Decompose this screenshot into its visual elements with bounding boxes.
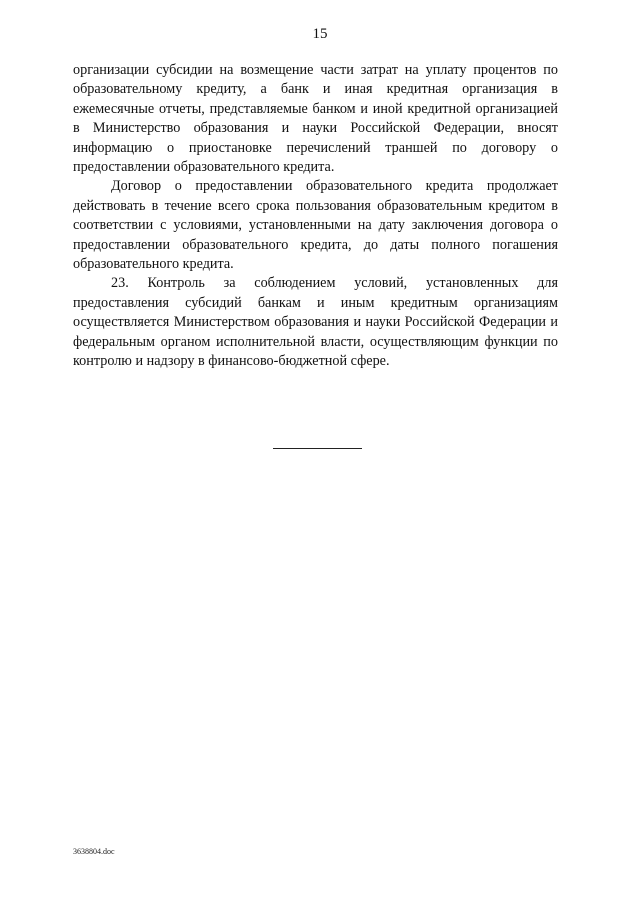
end-separator-line — [273, 448, 362, 449]
paragraph-continuation: организации субсидии на возмещение части затрат на уплату процентов по образовательному кредиту, а банк и иная кредитная организация в ежемесячные отчеты, представляемые банком и иной кредитной организацией в Министерство образования и науки Российской Федерации, вносят информацию о приостановке перечислений траншей по договору о предоставлении образовательного кредита. — [73, 62, 558, 176]
paragraph-loan-agreement: Договор о предоставлении образовательного кредита продолжает действовать в течение всего срока пользования образовательным кредитом в соответствии с условиями, установленными на дату заключения договора о предоставлении образовательного кредита, до даты полного погашения образовательного кредита. — [73, 178, 558, 273]
paragraph-control-clause: 23. Контроль за соблюдением условий, установленных для предоставления субсидий банкам и иным кредитным организациям осуществляется Министерством образования и науки Российской Федерации и федеральным органом исполнительной власти, осуществляющим функции по контролю и надзору в финансово-бюджетной сфере. — [73, 275, 558, 370]
document-body — [73, 61, 558, 372]
file-name-footer: 3638804.doc — [73, 847, 115, 856]
page-number: 15 — [312, 26, 328, 42]
